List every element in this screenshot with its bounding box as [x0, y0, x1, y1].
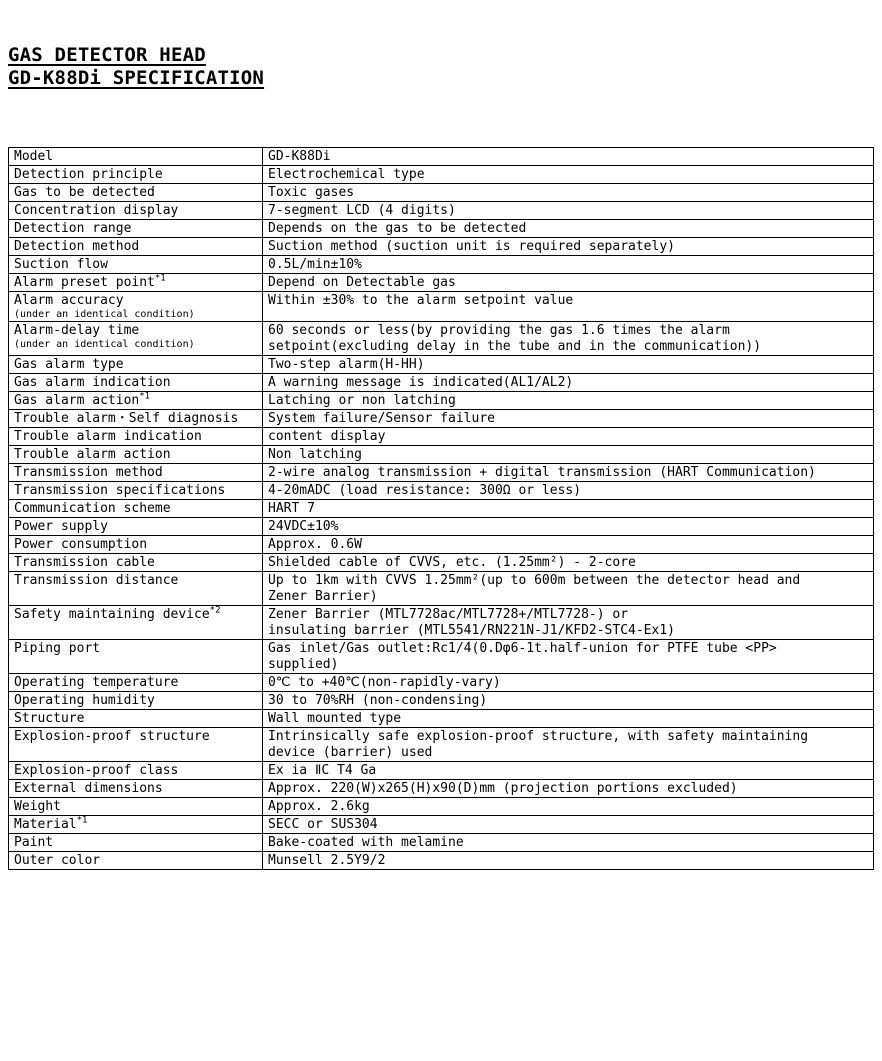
spec-value: 4-20mADC (load resistance: 300Ω or less) — [268, 483, 582, 498]
spec-label-cell — [9, 554, 263, 572]
spec-label-cell — [9, 256, 263, 274]
spec-value: Approx. 220(W)x265(H)x90(D)mm (projection portions excluded) — [268, 781, 738, 796]
spec-label: Transmission distance — [14, 573, 179, 588]
spec-label-cell — [9, 410, 263, 428]
spec-value-cell — [263, 148, 874, 166]
spec-value: Depends on the gas to be detected — [268, 221, 527, 236]
spec-value-cell — [263, 202, 874, 220]
spec-label-cell — [9, 606, 263, 640]
spec-label: Trouble alarm indication — [14, 429, 202, 444]
spec-value-cell — [263, 536, 874, 554]
spec-row — [9, 572, 874, 606]
spec-label: Power consumption — [14, 537, 148, 552]
spec-row — [9, 780, 874, 798]
document-title — [8, 44, 264, 90]
spec-label: Explosion-proof class — [14, 763, 179, 778]
spec-value: Intrinsically safe explosion-proof structure, with safety maintaining — [268, 729, 809, 744]
spec-value: Latching or non latching — [268, 393, 456, 408]
spec-label-cell — [9, 356, 263, 374]
spec-value-cell — [263, 798, 874, 816]
spec-label-cell — [9, 692, 263, 710]
spec-row — [9, 692, 874, 710]
spec-value: Zener Barrier (MTL7728ac/MTL7728+/MTL7728-) or — [268, 607, 629, 622]
spec-row — [9, 166, 874, 184]
spec-value: Non latching — [268, 447, 362, 462]
spec-row — [9, 798, 874, 816]
spec-value-cell — [263, 184, 874, 202]
spec-label-cell — [9, 710, 263, 728]
spec-value: Electrochemical type — [268, 167, 425, 182]
spec-value: setpoint(excluding delay in the tube and in the communication)) — [268, 339, 762, 354]
spec-label: Detection range — [14, 221, 132, 236]
spec-label: Trouble alarm action — [14, 447, 171, 462]
spec-label-cell — [9, 762, 263, 780]
spec-row — [9, 428, 874, 446]
spec-label: Paint — [14, 835, 54, 850]
spec-label: Detection method — [14, 239, 140, 254]
spec-label-subnote: (under an identical condition) — [14, 339, 195, 350]
spec-value-cell — [263, 274, 874, 292]
footnote-marker: *1 — [154, 273, 166, 284]
spec-label-cell — [9, 572, 263, 606]
spec-row — [9, 148, 874, 166]
spec-value: Munsell 2.5Y9/2 — [268, 853, 386, 868]
spec-label-cell — [9, 166, 263, 184]
spec-label: Suction flow — [14, 257, 108, 272]
spec-label-cell — [9, 292, 263, 322]
spec-row — [9, 482, 874, 500]
spec-row — [9, 554, 874, 572]
spec-value-cell — [263, 292, 874, 322]
spec-value-cell — [263, 356, 874, 374]
spec-value: supplied) — [268, 657, 339, 672]
spec-label: External dimensions — [14, 781, 163, 796]
spec-value: System failure/Sensor failure — [268, 411, 495, 426]
spec-label-cell — [9, 816, 263, 834]
spec-row — [9, 292, 874, 322]
spec-value: device (barrier) used — [268, 745, 433, 760]
spec-value: Approx. 0.6W — [268, 537, 362, 552]
spec-label-cell — [9, 238, 263, 256]
spec-row — [9, 816, 874, 834]
spec-label: Outer color — [14, 853, 101, 868]
spec-value-cell — [263, 640, 874, 674]
spec-label-subnote: (under an identical condition) — [14, 309, 195, 320]
specification-table — [8, 147, 874, 870]
spec-row — [9, 184, 874, 202]
spec-label-cell — [9, 780, 263, 798]
spec-value-cell — [263, 392, 874, 410]
spec-label-cell — [9, 500, 263, 518]
spec-label-cell — [9, 374, 263, 392]
spec-value: Shielded cable of CVVS, etc. (1.25mm²) - 2-core — [268, 555, 636, 570]
spec-value: Ex ia ⅡC T4 Ga — [268, 763, 377, 778]
spec-row — [9, 710, 874, 728]
spec-value: Depend on Detectable gas — [268, 275, 456, 290]
spec-value-cell — [263, 220, 874, 238]
spec-label: Alarm preset point — [14, 275, 155, 290]
spec-row — [9, 356, 874, 374]
spec-value: Zener Barrier) — [268, 589, 378, 604]
spec-label: Explosion-proof structure — [14, 729, 210, 744]
spec-value-cell — [263, 500, 874, 518]
spec-label: Gas alarm type — [14, 357, 124, 372]
footnote-marker: *2 — [209, 605, 221, 616]
spec-value: Toxic gases — [268, 185, 355, 200]
spec-value: Gas inlet/Gas outlet:Rc1/4(0.Dφ6-1t.half-union for PTFE tube <PP> — [268, 641, 777, 656]
spec-value-cell — [263, 166, 874, 184]
spec-label-cell — [9, 464, 263, 482]
spec-label-cell — [9, 446, 263, 464]
spec-row — [9, 536, 874, 554]
spec-label-cell — [9, 428, 263, 446]
spec-label: Gas alarm action — [14, 393, 140, 408]
spec-row — [9, 274, 874, 292]
footnote-marker: *1 — [76, 815, 88, 826]
spec-label: Transmission specifications — [14, 483, 226, 498]
spec-value: Bake-coated with melamine — [268, 835, 464, 850]
spec-label-cell — [9, 322, 263, 356]
footnote-marker: *1 — [139, 391, 151, 402]
spec-value: 0℃ to +40℃(non-rapidly-vary) — [268, 675, 501, 690]
spec-value: SECC or SUS304 — [268, 817, 378, 832]
spec-label-cell — [9, 798, 263, 816]
spec-row — [9, 238, 874, 256]
spec-row — [9, 606, 874, 640]
spec-row — [9, 518, 874, 536]
spec-label: Power supply — [14, 519, 108, 534]
spec-value-cell — [263, 518, 874, 536]
spec-label-cell — [9, 274, 263, 292]
spec-value-cell — [263, 374, 874, 392]
spec-label: Detection principle — [14, 167, 163, 182]
spec-value-cell — [263, 428, 874, 446]
spec-label-cell — [9, 392, 263, 410]
spec-row — [9, 640, 874, 674]
spec-label-cell — [9, 834, 263, 852]
spec-value: Suction method (suction unit is required separately) — [268, 239, 675, 254]
spec-label: Model — [14, 149, 54, 164]
spec-row — [9, 322, 874, 356]
spec-label-cell — [9, 852, 263, 870]
spec-value-cell — [263, 572, 874, 606]
spec-value-cell — [263, 834, 874, 852]
spec-row — [9, 834, 874, 852]
spec-value-cell — [263, 410, 874, 428]
spec-value: insulating barrier (MTL5541/RN221N-J1/KFD2-STC4-Ex1) — [268, 623, 675, 638]
spec-label: Operating humidity — [14, 693, 155, 708]
spec-label: Operating temperature — [14, 675, 179, 690]
spec-value: 0.5L/min±10% — [268, 257, 362, 272]
spec-row — [9, 410, 874, 428]
spec-value: Wall mounted type — [268, 711, 402, 726]
spec-label-cell — [9, 220, 263, 238]
spec-value: 30 to 70%RH (non-condensing) — [268, 693, 488, 708]
spec-value-cell — [263, 238, 874, 256]
spec-label: Gas alarm indication — [14, 375, 171, 390]
spec-value-cell — [263, 710, 874, 728]
spec-row — [9, 446, 874, 464]
spec-row — [9, 500, 874, 518]
spec-label-cell — [9, 674, 263, 692]
spec-value: 7-segment LCD (4 digits) — [268, 203, 456, 218]
spec-label: Communication scheme — [14, 501, 171, 516]
spec-value: 2-wire analog transmission + digital transmission (HART Communication) — [268, 465, 816, 480]
spec-value: Approx. 2.6kg — [268, 799, 370, 814]
spec-row — [9, 392, 874, 410]
spec-label-cell — [9, 184, 263, 202]
spec-row — [9, 762, 874, 780]
spec-row — [9, 728, 874, 762]
spec-value-cell — [263, 554, 874, 572]
title-line-2: GD-K88Di SPECIFICATION — [8, 67, 265, 89]
spec-label-cell — [9, 728, 263, 762]
spec-value-cell — [263, 256, 874, 274]
spec-label: Safety maintaining device — [14, 607, 210, 622]
spec-label-cell — [9, 640, 263, 674]
spec-label: Piping port — [14, 641, 101, 656]
spec-value-cell — [263, 482, 874, 500]
spec-value-cell — [263, 674, 874, 692]
spec-value: 24VDC±10% — [268, 519, 339, 534]
spec-label-cell — [9, 536, 263, 554]
spec-value-cell — [263, 852, 874, 870]
spec-label-cell — [9, 482, 263, 500]
spec-label-cell — [9, 518, 263, 536]
spec-value: Two-step alarm(H-HH) — [268, 357, 425, 372]
spec-label: Gas to be detected — [14, 185, 155, 200]
spec-label: Weight — [14, 799, 61, 814]
spec-value: content display — [268, 429, 386, 444]
spec-value: Up to 1km with CVVS 1.25mm²(up to 600m between the detector head and — [268, 573, 801, 588]
spec-label: Transmission cable — [14, 555, 155, 570]
spec-value-cell — [263, 780, 874, 798]
spec-value: Within ±30% to the alarm setpoint value — [268, 293, 574, 308]
spec-value: 60 seconds or less(by providing the gas 1.6 times the alarm — [268, 323, 730, 338]
spec-label: Concentration display — [14, 203, 179, 218]
spec-value-cell — [263, 816, 874, 834]
spec-row — [9, 852, 874, 870]
spec-value-cell — [263, 762, 874, 780]
spec-label-cell — [9, 148, 263, 166]
spec-value-cell — [263, 322, 874, 356]
spec-label: Trouble alarm・Self diagnosis — [14, 411, 239, 426]
specification-table-body — [9, 148, 874, 870]
spec-value-cell — [263, 728, 874, 762]
spec-label-cell — [9, 202, 263, 220]
spec-row — [9, 220, 874, 238]
title-line-1: GAS DETECTOR HEAD — [8, 44, 206, 66]
spec-value: A warning message is indicated(AL1/AL2) — [268, 375, 574, 390]
spec-row — [9, 256, 874, 274]
spec-row — [9, 674, 874, 692]
spec-value: HART 7 — [268, 501, 315, 516]
spec-value-cell — [263, 692, 874, 710]
spec-label: Alarm-delay time — [14, 323, 140, 338]
spec-row — [9, 464, 874, 482]
spec-label: Transmission method — [14, 465, 163, 480]
spec-value: GD-K88Di — [268, 149, 331, 164]
spec-row — [9, 374, 874, 392]
spec-label: Material — [14, 817, 77, 832]
spec-value-cell — [263, 446, 874, 464]
spec-value-cell — [263, 606, 874, 640]
spec-row — [9, 202, 874, 220]
spec-label: Structure — [14, 711, 85, 726]
spec-value-cell — [263, 464, 874, 482]
spec-label: Alarm accuracy — [14, 293, 124, 308]
